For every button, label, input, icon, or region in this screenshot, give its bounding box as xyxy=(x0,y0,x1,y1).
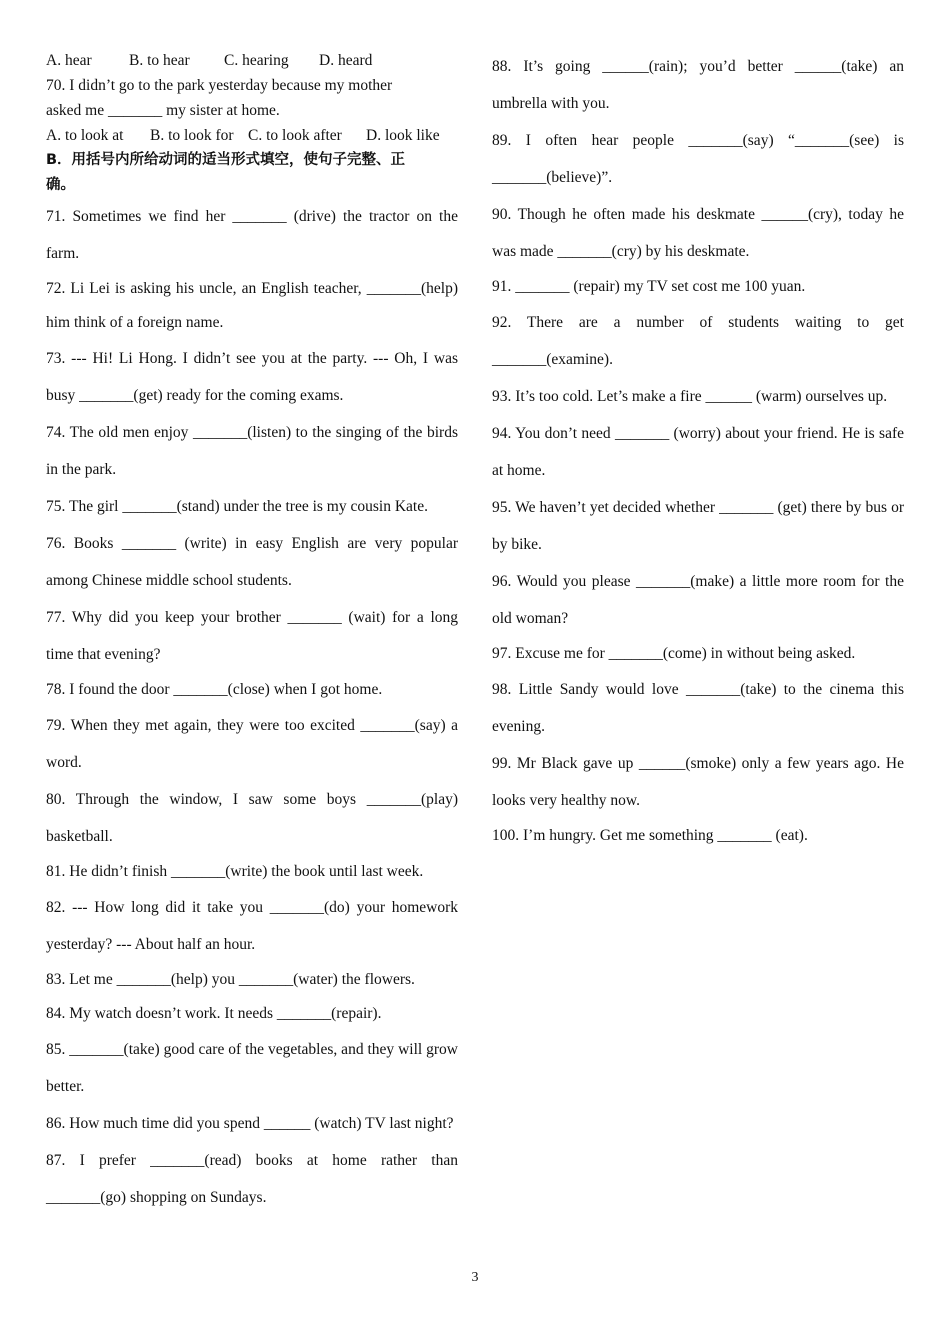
question-82: 82. --- How long did it take you _______(do) your homework yesterday? --- About half an hour. xyxy=(46,899,458,953)
question-84: 84. My watch doesn’t work. It needs _______(repair). xyxy=(46,1005,382,1022)
question-92: 92. There are a number of students waiting to get _______(examine). xyxy=(492,314,904,368)
question-91: 91. _______ (repair) my TV set cost me 100 yuan. xyxy=(492,278,806,295)
question-93: 93. It’s too cold. Let’s make a fire ______ (warm) ourselves up. xyxy=(492,388,888,405)
question-71: 71. Sometimes we find her _______ (drive) the tractor on the farm. xyxy=(46,208,458,262)
left-column xyxy=(46,48,458,1216)
option-d: D. look like xyxy=(366,127,440,144)
question-77: 77. Why did you keep your brother _______ (wait) for a long time that evening? xyxy=(46,609,458,663)
option-c: C. hearing xyxy=(224,52,289,69)
option-a: A. to look at xyxy=(46,127,124,144)
question-73: 73. --- Hi! Li Hong. I didn’t see you at the party. --- Oh, I was busy _______(get) ready for the coming exams. xyxy=(46,350,458,404)
question-95: 95. We haven’t yet decided whether _______ (get) there by bus or by bike. xyxy=(492,499,904,553)
question-99: 99. Mr Black gave up ______(smoke) only a few years ago. He looks very healthy now. xyxy=(492,755,904,809)
question-87: 87. I prefer _______(read) books at home rather than _______(go) shopping on Sundays. xyxy=(46,1152,458,1206)
question-96: 96. Would you please _______(make) a little more room for the old woman? xyxy=(492,573,904,627)
section-b-heading-line-1: B．用括号内所给动词的适当形式填空，使句子完整、正 xyxy=(46,152,406,168)
question-78: 78. I found the door _______(close) when I got home. xyxy=(46,681,383,698)
question-79: 79. When they met again, they were too excited _______(say) a word. xyxy=(46,717,458,771)
option-b: B. to hear xyxy=(129,52,190,69)
question-88: 88. It’s going ______(rain); you’d better ______(take) an umbrella with you. xyxy=(492,58,904,112)
question-85: 85. _______(take) good care of the vegetables, and they will grow better. xyxy=(46,1041,458,1095)
option-a: A. hear xyxy=(46,52,92,69)
question-90: 90. Though he often made his deskmate ______(cry), today he was made _______(cry) by his deskmate. xyxy=(492,206,904,260)
question-74: 74. The old men enjoy _______(listen) to the singing of the birds in the park. xyxy=(46,424,458,478)
section-b-heading-line-2: 确。 xyxy=(46,177,75,193)
question-70-line-1: 70. I didn’t go to the park yesterday because my mother xyxy=(46,77,393,94)
q69-options xyxy=(46,48,458,73)
question-81: 81. He didn’t finish _______(write) the book until last week. xyxy=(46,863,424,880)
option-c: C. to look after xyxy=(248,127,342,144)
q70-options xyxy=(46,123,458,148)
question-89: 89. I often hear people _______(say) “_______(see) is _______(believe)”. xyxy=(492,132,904,186)
question-97: 97. Excuse me for _______(come) in without being asked. xyxy=(492,645,856,662)
option-d: D. heard xyxy=(319,52,373,69)
question-75: 75. The girl _______(stand) under the tree is my cousin Kate. xyxy=(46,498,428,515)
question-80: 80. Through the window, I saw some boys _______(play) basketball. xyxy=(46,791,458,845)
question-72: 72. Li Lei is asking his uncle, an English teacher, _______(help) him think of a foreign name. xyxy=(46,280,458,331)
question-98: 98. Little Sandy would love _______(take) to the cinema this evening. xyxy=(492,681,904,735)
page-number: 3 xyxy=(471,1270,479,1285)
question-76: 76. Books _______ (write) in easy English are very popular among Chinese middle school students. xyxy=(46,535,458,589)
question-83: 83. Let me _______(help) you _______(water) the flowers. xyxy=(46,971,415,988)
question-70-line-2: asked me _______ my sister at home. xyxy=(46,102,280,119)
question-100: 100. I’m hungry. Get me something _______ (eat). xyxy=(492,827,808,844)
right-column xyxy=(492,48,904,853)
question-86: 86. How much time did you spend ______ (watch) TV last night? xyxy=(46,1115,454,1132)
question-72-part xyxy=(46,272,458,340)
option-b: B. to look for xyxy=(150,127,234,144)
question-94: 94. You don’t need _______ (worry) about your friend. He is safe at home. xyxy=(492,425,904,479)
